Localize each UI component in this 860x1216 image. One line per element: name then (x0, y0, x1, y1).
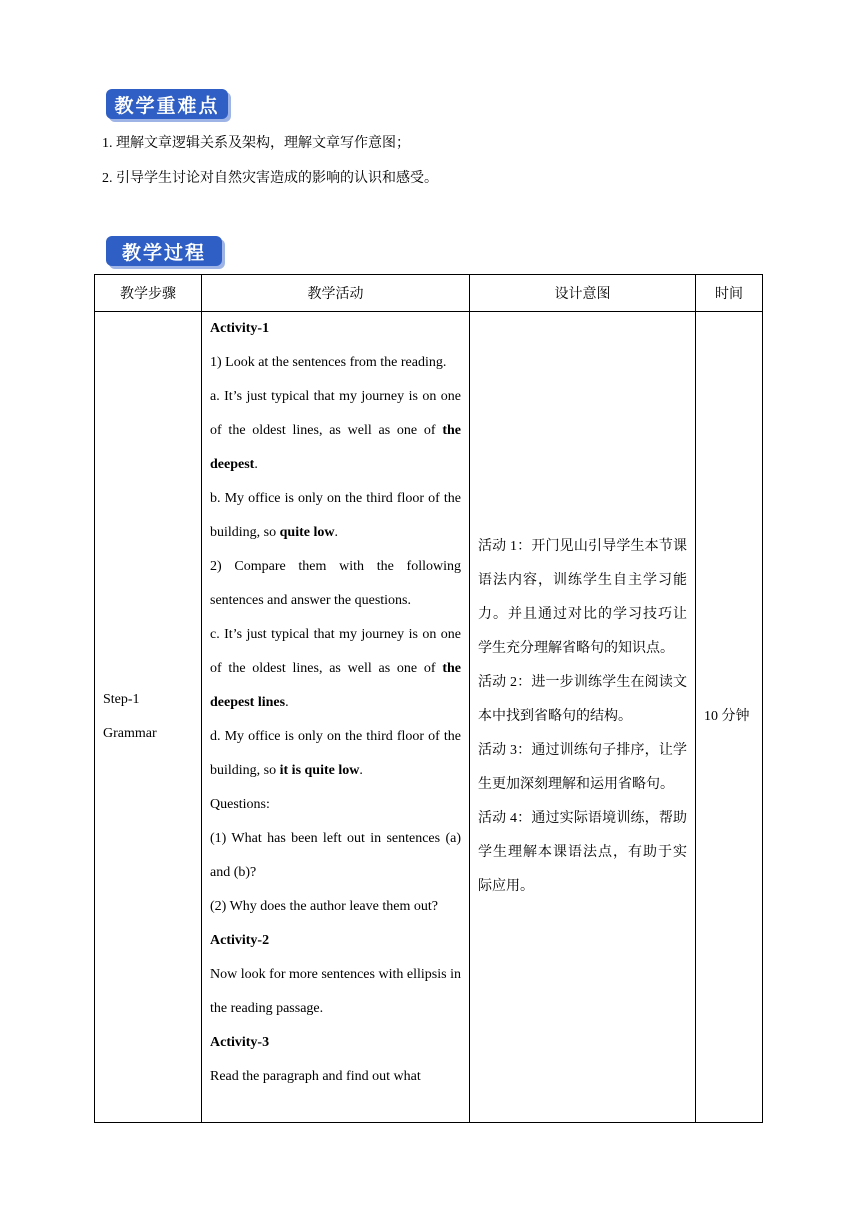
sentence-c: c. It’s just typical that my journey is on one of the oldest lines, as well as one of the deepest lines. (210, 627, 461, 710)
sentence-d: d. My office is only on the third floor of the building, so it is quite low. (210, 729, 461, 778)
sentence-a: a. It’s just typical that my journey is on one of the oldest lines, as well as one of the deepest. (210, 389, 461, 472)
activity-cell (202, 312, 470, 1123)
intent-item: 活动 1：开门见山引导学生本节课语法内容，训练学生自主学习能力。并且通过对比的学习技巧让学生充分理解省略句的知识点。 (478, 539, 687, 656)
activity-1-instruction-2: 2) Compare them with the following sentences and answer the questions. (210, 559, 461, 608)
question-2: (2) Why does the author leave them out? (210, 899, 438, 914)
header-intent: 设计意图 (470, 275, 696, 312)
step-name: Grammar (103, 726, 157, 741)
activity-3-title: Activity-3 (210, 1035, 270, 1050)
intent-item: 活动 3：通过训练句子排序，让学生更加深刻理解和运用省略句。 (478, 743, 687, 792)
time-cell: 10 分钟 (696, 312, 763, 1123)
activity-2-title: Activity-2 (210, 933, 270, 948)
activity-3-text: Read the paragraph and find out what (210, 1069, 421, 1084)
section-title-process: 教学过程 (106, 236, 222, 266)
activity-1-title: Activity-1 (210, 321, 270, 336)
intent-cell (470, 312, 696, 1123)
activity-1-instruction-1: 1) Look at the sentences from the reading. (210, 355, 447, 370)
header-time: 时间 (696, 275, 763, 312)
table-row (95, 312, 763, 1123)
question-1: (1) What has been left out in sentences (a) and (b)? (210, 831, 461, 880)
header-step: 教学步骤 (95, 275, 202, 312)
sentence-b: b. My office is only on the third floor of the building, so quite low. (210, 491, 461, 540)
activity-2-text: Now look for more sentences with ellipsis in the reading passage. (210, 967, 461, 1016)
activity-content (210, 312, 461, 1122)
key-points-list (102, 130, 438, 200)
intent-item: 活动 2：进一步训练学生在阅读文本中找到省略句的结构。 (478, 675, 687, 724)
questions-label: Questions: (210, 797, 270, 812)
key-point-item: 2. 引导学生讨论对自然灾害造成的影响的认识和感受。 (102, 171, 438, 186)
step-cell (95, 312, 202, 1123)
table-header-row (95, 275, 763, 312)
intent-item: 活动 4：通过实际语境训练，帮助学生理解本课语法点，有助于实际应用。 (478, 811, 687, 894)
header-activity: 教学活动 (202, 275, 470, 312)
step-number: Step-1 (103, 692, 140, 707)
key-point-item: 1. 理解文章逻辑关系及架构，理解文章写作意图； (102, 136, 410, 151)
section-title-key-points: 教学重难点 (106, 89, 228, 119)
teaching-process-table (94, 274, 763, 1123)
